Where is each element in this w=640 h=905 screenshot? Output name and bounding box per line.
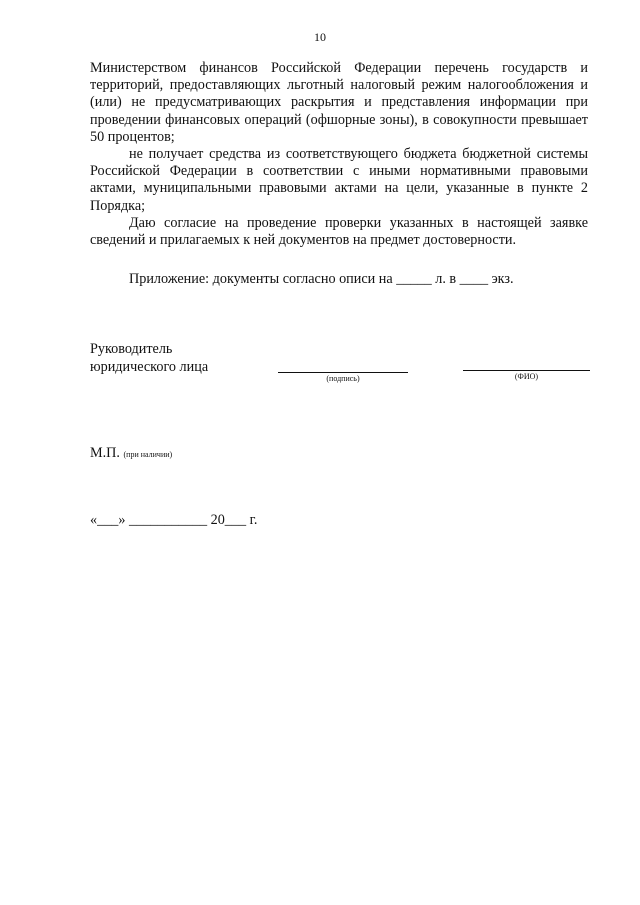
paragraph-consent: Даю согласие на проведение проверки указанных в настоящей заявке сведений и прилагаемых к ней документов на предмет достоверности. <box>90 214 588 249</box>
stamp-label: М.П. <box>90 445 120 461</box>
paragraph-offshore: Министерством финансов Российской Федерации перечень государств и территорий, предоставляющих льготный налоговый режим налогообложения и (или) не предусматривающих раскрытия и представления информации при проведении финансовых операций (офшорные зоны), в совокупности превышает 50 процентов; <box>90 60 588 145</box>
date-line: «___» ___________ 20___ г. <box>90 512 258 528</box>
signature-line <box>278 372 408 373</box>
name-line <box>463 370 590 371</box>
signer-title <box>90 340 208 376</box>
name-caption: (ФИО) <box>514 372 539 381</box>
signer-title-line1: Руководитель <box>90 341 173 357</box>
attachment-line: Приложение: документы согласно описи на _____ л. в ____ экз. <box>129 271 514 287</box>
page-number: 10 <box>314 30 326 44</box>
signature-caption: (подпись) <box>326 374 360 383</box>
signer-title-line2: юридического лица <box>90 359 209 375</box>
paragraph-budget: не получает средства из соответствующего бюджета бюджетной системы Российской Федерации в соответствии с иными нормативными правовыми актами, муниципальными правовыми актами на цели, указанные в пункте 2 Порядка; <box>90 146 588 214</box>
stamp-note: (при наличии) <box>123 450 173 459</box>
body-text <box>90 60 588 249</box>
stamp-place <box>90 445 172 462</box>
